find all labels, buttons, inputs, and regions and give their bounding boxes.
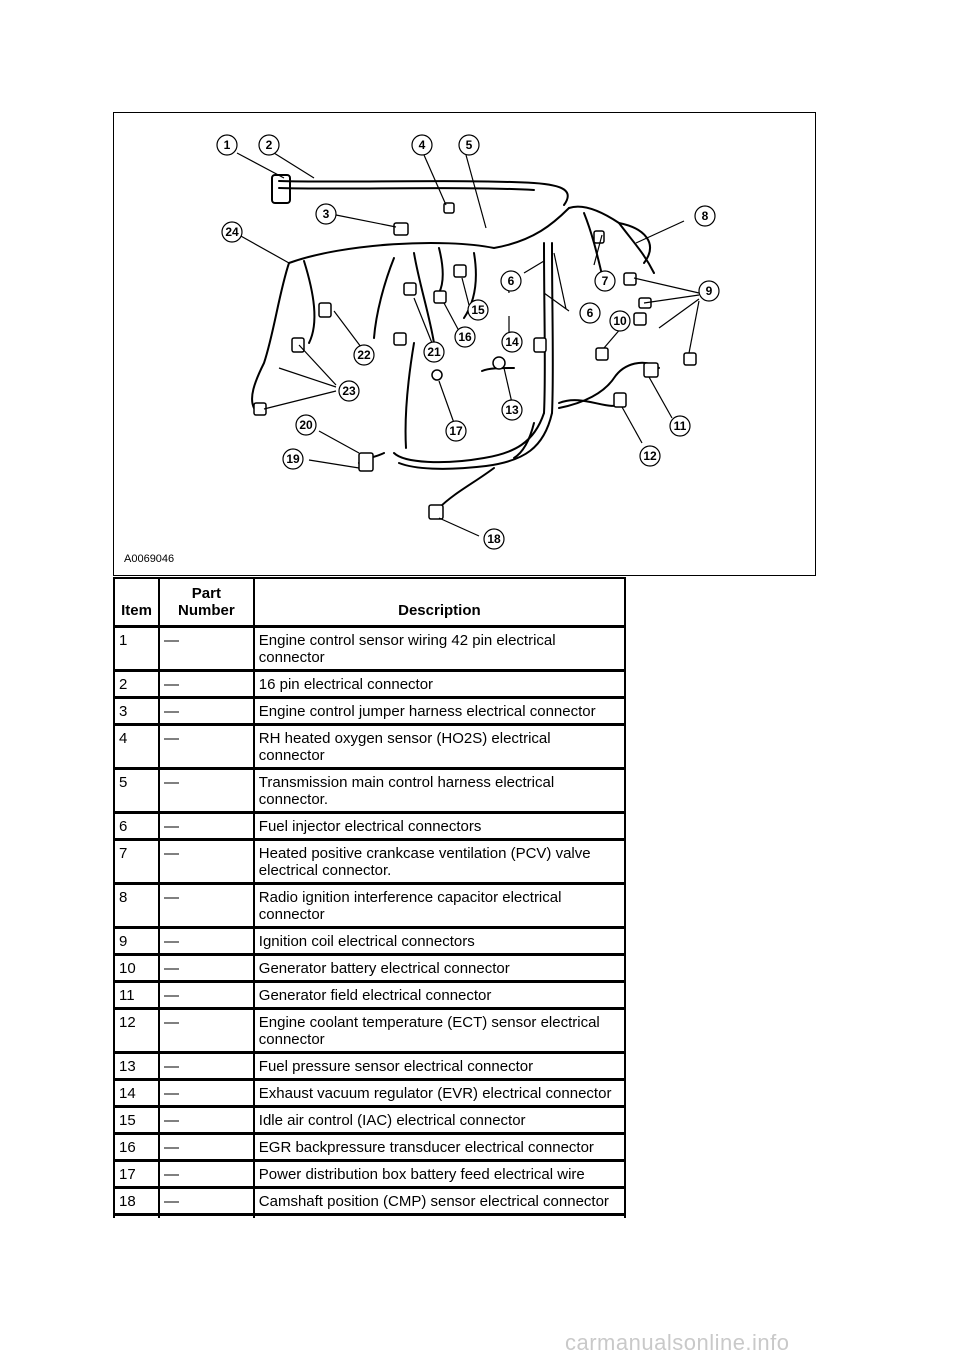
row-description: Transmission main control harness electrical connector. [254, 769, 625, 813]
row-item: 1 [114, 627, 159, 671]
row-part-number: — [159, 627, 254, 671]
svg-text:18: 18 [487, 532, 501, 546]
callout-1 [217, 135, 237, 155]
row-description: Exhaust vacuum regulator (EVR) electrical connector [254, 1080, 625, 1107]
row-description: Power distribution box battery feed electrical wire [254, 1161, 625, 1188]
svg-text:20: 20 [299, 418, 313, 432]
callout-10 [610, 311, 630, 331]
wiring-harness-figure [113, 112, 816, 576]
row-item: 18 [114, 1188, 159, 1215]
row-description: Radio ignition interference capacitor electrical connector [254, 884, 625, 928]
callout-23 [339, 381, 359, 401]
svg-text:1: 1 [223, 138, 231, 152]
table-row [114, 982, 625, 1009]
row-item: 6 [114, 813, 159, 840]
table-row [114, 884, 625, 928]
svg-text:14: 14 [505, 335, 519, 349]
row-item: 4 [114, 725, 159, 769]
svg-text:17: 17 [449, 424, 463, 438]
svg-text:10: 10 [613, 314, 627, 328]
row-part-number: — [159, 982, 254, 1009]
svg-text:8: 8 [701, 209, 709, 223]
row-description: Heated positive crankcase ventilation (PCV) valve electrical connector. [254, 840, 625, 884]
row-description: Engine coolant temperature (ECT) sensor electrical connector [254, 1009, 625, 1053]
row-item: 2 [114, 671, 159, 698]
row-description: Engine control jumper harness electrical connector [254, 698, 625, 725]
row-item: 15 [114, 1107, 159, 1134]
row-part-number: — [159, 671, 254, 698]
row-item: 10 [114, 955, 159, 982]
table-row [114, 698, 625, 725]
connector-shapes [254, 203, 696, 519]
callout-21 [424, 342, 444, 362]
trailing-cell [114, 1215, 159, 1219]
svg-text:9: 9 [705, 284, 713, 298]
row-item: 12 [114, 1009, 159, 1053]
row-item: 5 [114, 769, 159, 813]
table-row [114, 1134, 625, 1161]
svg-text:22: 22 [357, 348, 371, 362]
callout-4 [412, 135, 432, 155]
row-part-number: — [159, 725, 254, 769]
callout-11 [670, 416, 690, 436]
callout-2 [259, 135, 279, 155]
row-part-number: — [159, 884, 254, 928]
harness-diagram [114, 113, 815, 575]
row-item: 8 [114, 884, 159, 928]
svg-text:13: 13 [505, 403, 519, 417]
table-row [114, 1161, 625, 1188]
table-row [114, 1107, 625, 1134]
svg-text:3: 3 [322, 207, 330, 221]
row-description: 16 pin electrical connector [254, 671, 625, 698]
callout-22 [354, 345, 374, 365]
callout-6a [501, 271, 521, 291]
table-row [114, 725, 625, 769]
row-item: 3 [114, 698, 159, 725]
row-item: 13 [114, 1053, 159, 1080]
parts-table [113, 577, 626, 1218]
svg-text:19: 19 [286, 452, 300, 466]
table-row [114, 671, 625, 698]
svg-text:16: 16 [458, 330, 472, 344]
table-row [114, 1080, 625, 1107]
svg-text:24: 24 [225, 225, 239, 239]
row-part-number: — [159, 1107, 254, 1134]
callout-12 [640, 446, 660, 466]
header-description: Description [254, 578, 625, 627]
svg-text:5: 5 [465, 138, 473, 152]
callout-20 [296, 415, 316, 435]
row-item: 7 [114, 840, 159, 884]
row-description: Generator battery electrical connector [254, 955, 625, 982]
row-part-number: — [159, 698, 254, 725]
row-part-number: — [159, 1053, 254, 1080]
table-row [114, 955, 625, 982]
table-row [114, 840, 625, 884]
row-part-number: — [159, 1188, 254, 1215]
header-part-number: Part Number [159, 578, 254, 627]
row-part-number: — [159, 1134, 254, 1161]
row-description: Camshaft position (CMP) sensor electrical connector [254, 1188, 625, 1215]
figure-code: A0069046 [124, 553, 175, 565]
svg-text:6: 6 [507, 274, 515, 288]
callout-13 [502, 400, 522, 420]
table-row [114, 769, 625, 813]
table-row [114, 1009, 625, 1053]
callout-8 [695, 206, 715, 226]
callout-18 [484, 529, 504, 549]
svg-text:21: 21 [427, 345, 441, 359]
svg-text:15: 15 [471, 303, 485, 317]
row-item: 17 [114, 1161, 159, 1188]
svg-text:2: 2 [265, 138, 273, 152]
table-row [114, 1053, 625, 1080]
table-header-row [114, 578, 625, 627]
svg-text:7: 7 [601, 274, 609, 288]
trailing-cell [254, 1215, 625, 1219]
callout-24 [222, 222, 242, 242]
svg-text:11: 11 [673, 419, 687, 433]
row-item: 9 [114, 928, 159, 955]
row-part-number: — [159, 955, 254, 982]
row-part-number: — [159, 840, 254, 884]
row-part-number: — [159, 813, 254, 840]
row-description: Idle air control (IAC) electrical connector [254, 1107, 625, 1134]
callout-17 [446, 421, 466, 441]
row-description: Fuel injector electrical connectors [254, 813, 625, 840]
row-description: EGR backpressure transducer electrical connector [254, 1134, 625, 1161]
row-item: 14 [114, 1080, 159, 1107]
table-trailing-row [114, 1215, 625, 1219]
svg-text:4: 4 [418, 138, 426, 152]
row-part-number: — [159, 769, 254, 813]
table-row [114, 928, 625, 955]
callout-16 [455, 327, 475, 347]
callout-7 [595, 271, 615, 291]
row-part-number: — [159, 1009, 254, 1053]
row-part-number: — [159, 1161, 254, 1188]
callout-3 [316, 204, 336, 224]
callout-14 [502, 332, 522, 352]
trailing-cell [159, 1215, 254, 1219]
row-part-number: — [159, 928, 254, 955]
callout-19 [283, 449, 303, 469]
row-part-number: — [159, 1080, 254, 1107]
svg-text:6: 6 [586, 306, 594, 320]
watermark: carmanualsonline.info [565, 1330, 790, 1355]
table-row [114, 1188, 625, 1215]
svg-text:12: 12 [643, 449, 657, 463]
header-item: Item [114, 578, 159, 627]
row-description: Fuel pressure sensor electrical connector [254, 1053, 625, 1080]
callout-6b [580, 303, 600, 323]
svg-text:23: 23 [342, 384, 356, 398]
table-row [114, 813, 625, 840]
callout-15 [468, 300, 488, 320]
row-item: 16 [114, 1134, 159, 1161]
row-item: 11 [114, 982, 159, 1009]
row-description: Engine control sensor wiring 42 pin electrical connector [254, 627, 625, 671]
row-description: Generator field electrical connector [254, 982, 625, 1009]
callout-9 [699, 281, 719, 301]
row-description: RH heated oxygen sensor (HO2S) electrical connector [254, 725, 625, 769]
row-description: Ignition coil electrical connectors [254, 928, 625, 955]
table-row [114, 627, 625, 671]
callout-5 [459, 135, 479, 155]
